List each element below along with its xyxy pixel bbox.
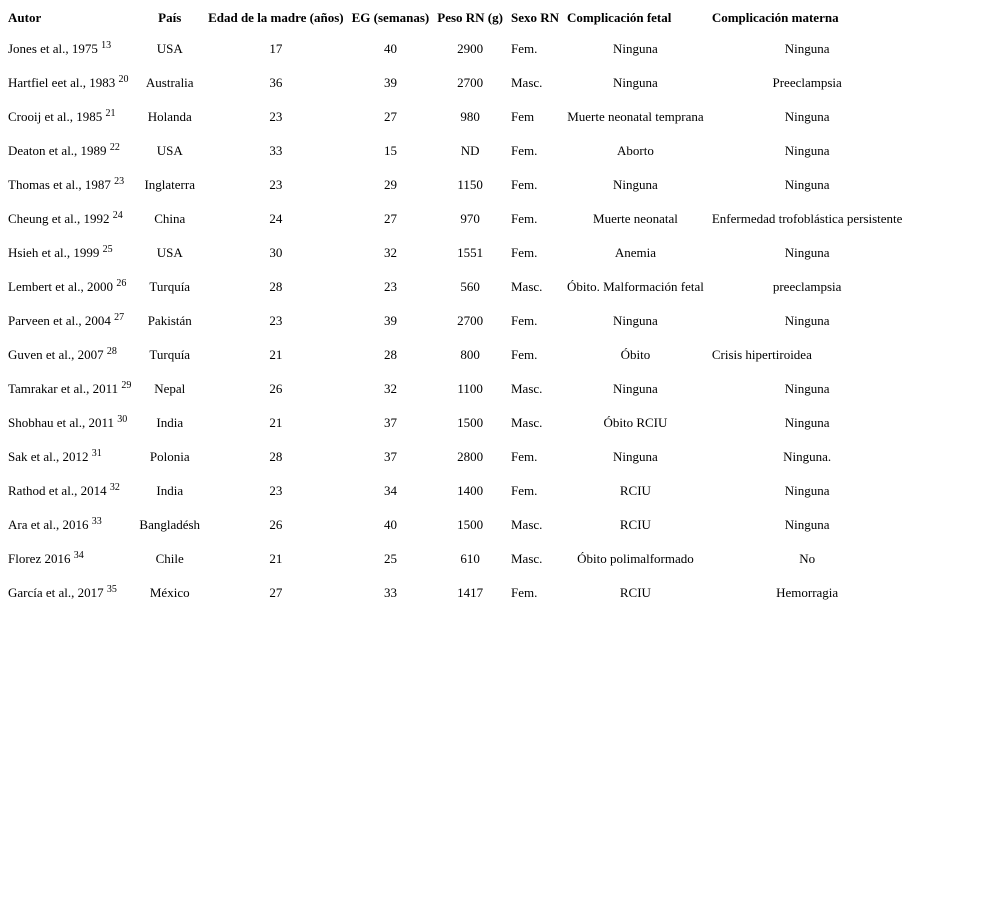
cell-eg: 39 [383,75,397,90]
cell-sexo: Fem. [510,143,538,158]
cell-sexo: Masc. [510,279,543,294]
cell-fetal: Óbito polimalformado [577,551,694,566]
cell-peso: 1500 [457,415,484,430]
cell-peso: 1551 [457,245,484,260]
cell-edad: 23 [269,109,283,124]
cell-pais: USA [156,143,183,158]
header-sexo: Sexo RN [510,10,560,25]
cell-eg: 39 [383,313,397,328]
cell-peso: 800 [460,347,480,362]
cell-sexo: Fem. [510,347,538,362]
cell-materna: Ninguna [784,177,830,192]
reference-number: 32 [109,482,120,493]
cell-fetal: Aborto [617,143,654,158]
author-name: Lembert et al., 2000 [8,279,114,294]
cell-materna: Ninguna [784,483,830,498]
reference-number: 23 [114,176,125,187]
cell-peso: 2700 [457,313,484,328]
cell-pais: Turquía [149,347,191,362]
cell-edad: 23 [269,483,283,498]
cell-sexo: Fem. [510,449,538,464]
cell-peso: ND [460,143,480,158]
cell-fetal: Óbito. Malformación fetal [567,279,704,294]
cell-fetal: RCIU [619,517,651,532]
reference-number: 13 [101,40,112,51]
cell-edad: 23 [269,177,283,192]
cell-edad: 17 [269,41,283,56]
cell-materna: Ninguna [784,109,830,124]
cell-peso: 1100 [457,381,483,396]
cell-autor [4,440,135,474]
cell-peso: 1400 [457,483,484,498]
author-name: Cheung et al., 1992 [8,211,110,226]
cell-sexo: Fem. [510,211,538,226]
cell-pais: Nepal [154,381,186,396]
cell-edad: 21 [269,347,283,362]
cell-peso: 1500 [457,517,484,532]
cell-materna: Ninguna [784,313,830,328]
cell-sexo: Fem. [510,483,538,498]
author-name: Thomas et al., 1987 [8,177,111,192]
cell-eg: 32 [383,381,397,396]
cell-edad: 28 [269,449,283,464]
cell-pais: Pakistán [147,313,192,328]
author-name: García et al., 2017 [8,585,104,600]
cell-fetal: Ninguna [613,449,658,464]
cell-sexo: Masc. [510,381,543,396]
table-row [4,406,906,440]
cell-eg: 40 [383,517,397,532]
cell-sexo: Masc. [510,517,543,532]
cell-pais: Turquía [149,279,191,294]
cell-pais: USA [156,245,183,260]
cell-fetal: Ninguna [613,313,658,328]
cell-sexo: Masc. [510,75,543,90]
cell-fetal: Óbito RCIU [603,415,668,430]
table-row [4,66,906,100]
cell-pais: China [154,211,186,226]
cell-edad: 26 [269,381,283,396]
cell-fetal: Ninguna [613,177,658,192]
cell-eg: 25 [383,551,397,566]
table-row [4,474,906,508]
cell-eg: 32 [383,245,397,260]
cell-fetal: Anemia [614,245,656,260]
cell-pais: India [156,415,184,430]
cell-eg: 37 [383,415,397,430]
table-row [4,32,906,66]
table-row [4,236,906,270]
header-eg: EG (semanas) [351,10,430,25]
cell-pais: Inglaterra [144,177,195,192]
cell-edad: 30 [269,245,283,260]
author-name: Hartfiel eet al., 1983 [8,75,116,90]
cell-peso: 1417 [457,585,484,600]
table-row [4,338,906,372]
cell-pais: Bangladésh [139,517,201,532]
cell-peso: 560 [460,279,480,294]
header-autor: Autor [8,10,42,25]
cell-materna: No [799,551,816,566]
cell-eg: 40 [383,41,397,56]
table-body [4,32,906,610]
cell-sexo: Masc. [510,415,543,430]
cell-autor [4,32,135,66]
cell-eg: 27 [383,211,397,226]
reference-number: 21 [105,108,116,119]
cell-autor [4,338,135,372]
cell-edad: 33 [269,143,283,158]
table-row [4,372,906,406]
reference-number: 20 [118,74,129,85]
cell-edad: 28 [269,279,283,294]
cell-materna: Ninguna [784,381,830,396]
cell-fetal: Ninguna [613,75,658,90]
author-name: Parveen et al., 2004 [8,313,111,328]
cell-fetal: RCIU [619,585,651,600]
cell-materna: Ninguna [784,143,830,158]
author-name: Shobhau et al., 2011 [8,415,115,430]
cell-pais: Chile [155,551,184,566]
author-name: Hsieh et al., 1999 [8,245,100,260]
table-row [4,134,906,168]
cell-materna: Hemorragia [776,585,839,600]
cell-sexo: Fem. [510,313,538,328]
author-name: Ara et al., 2016 [8,517,89,532]
cell-materna: Ninguna [784,41,830,56]
cell-autor [4,236,135,270]
cell-materna: Ninguna [784,245,830,260]
cell-edad: 26 [269,517,283,532]
reference-number: 33 [91,516,102,527]
cell-materna: Crisis hipertiroidea [711,347,812,362]
author-name: Jones et al., 1975 [8,41,98,56]
table-row [4,100,906,134]
author-name: Guven et al., 2007 [8,347,104,362]
header-fetal: Complicación fetal [567,10,672,25]
table-row [4,202,906,236]
table-row [4,576,906,610]
cell-sexo: Fem [510,109,535,124]
cell-pais: USA [156,41,183,56]
author-name: Tamrakar et al., 2011 [8,381,119,396]
cell-edad: 24 [269,211,283,226]
cell-sexo: Masc. [510,551,543,566]
table-row [4,440,906,474]
header-materna: Complicación materna [711,10,839,25]
author-name: Sak et al., 2012 [8,449,89,464]
cell-pais: Holanda [147,109,192,124]
cell-autor [4,270,135,304]
cell-fetal: RCIU [619,483,651,498]
cell-edad: 23 [269,313,283,328]
cell-eg: 15 [383,143,397,158]
cell-autor [4,542,135,576]
case-reports-table [4,4,906,610]
cell-peso: 970 [460,211,480,226]
cell-fetal: Muerte neonatal [593,211,678,226]
cell-eg: 33 [383,585,397,600]
cell-sexo: Fem. [510,41,538,56]
cell-eg: 37 [383,449,397,464]
cell-pais: México [149,585,190,600]
reference-number: 29 [121,380,132,391]
cell-autor [4,406,135,440]
reference-number: 26 [116,278,127,289]
cell-autor [4,576,135,610]
cell-fetal: Ninguna [613,41,658,56]
cell-autor [4,304,135,338]
cell-eg: 27 [383,109,397,124]
cell-autor [4,66,135,100]
cell-edad: 27 [269,585,283,600]
cell-peso: 2700 [457,75,484,90]
cell-fetal: Ninguna [613,381,658,396]
cell-pais: Polonia [149,449,190,464]
reference-number: 25 [102,244,113,255]
table-row [4,270,906,304]
cell-autor [4,168,135,202]
table-row [4,542,906,576]
cell-pais: Australia [145,75,194,90]
header-row [4,4,906,32]
cell-sexo: Fem. [510,585,538,600]
cell-eg: 23 [383,279,397,294]
reference-number: 34 [73,550,84,561]
author-name: Florez 2016 [8,551,71,566]
table-row [4,508,906,542]
author-name: Crooij et al., 1985 [8,109,103,124]
cell-edad: 36 [269,75,283,90]
header-peso: Peso RN (g) [437,10,503,25]
cell-materna: Ninguna [784,415,830,430]
cell-sexo: Fem. [510,245,538,260]
cell-peso: 980 [460,109,480,124]
reference-number: 35 [106,584,117,595]
cell-materna: Ninguna. [783,449,832,464]
cell-materna: Enfermedad trofoblástica persistente [711,211,903,226]
cell-autor [4,100,135,134]
header-edad: Edad de la madre (años) [208,10,344,25]
reference-number: 22 [109,142,120,153]
table-row [4,168,906,202]
reference-number: 27 [114,312,125,323]
reference-number: 30 [117,414,128,425]
cell-edad: 21 [269,551,283,566]
cell-edad: 21 [269,415,283,430]
header-pais: País [158,10,182,25]
cell-materna: Ninguna [784,517,830,532]
cell-autor [4,474,135,508]
cell-fetal: Óbito [620,347,651,362]
cell-sexo: Fem. [510,177,538,192]
author-name: Deaton et al., 1989 [8,143,107,158]
cell-materna: preeclampsia [772,279,842,294]
cell-pais: India [156,483,184,498]
cell-materna: Preeclampsia [772,75,842,90]
reference-number: 31 [91,448,102,459]
cell-autor [4,508,135,542]
cell-peso: 610 [460,551,480,566]
cell-eg: 34 [383,483,397,498]
cell-peso: 2900 [457,41,484,56]
cell-eg: 29 [383,177,397,192]
cell-autor [4,372,135,406]
cell-autor [4,134,135,168]
reference-number: 28 [106,346,117,357]
reference-number: 24 [112,210,123,221]
table-row [4,304,906,338]
cell-peso: 1150 [457,177,483,192]
cell-peso: 2800 [457,449,484,464]
cell-autor [4,202,135,236]
author-name: Rathod et al., 2014 [8,483,107,498]
cell-fetal: Muerte neonatal temprana [567,109,704,124]
cell-eg: 28 [383,347,397,362]
